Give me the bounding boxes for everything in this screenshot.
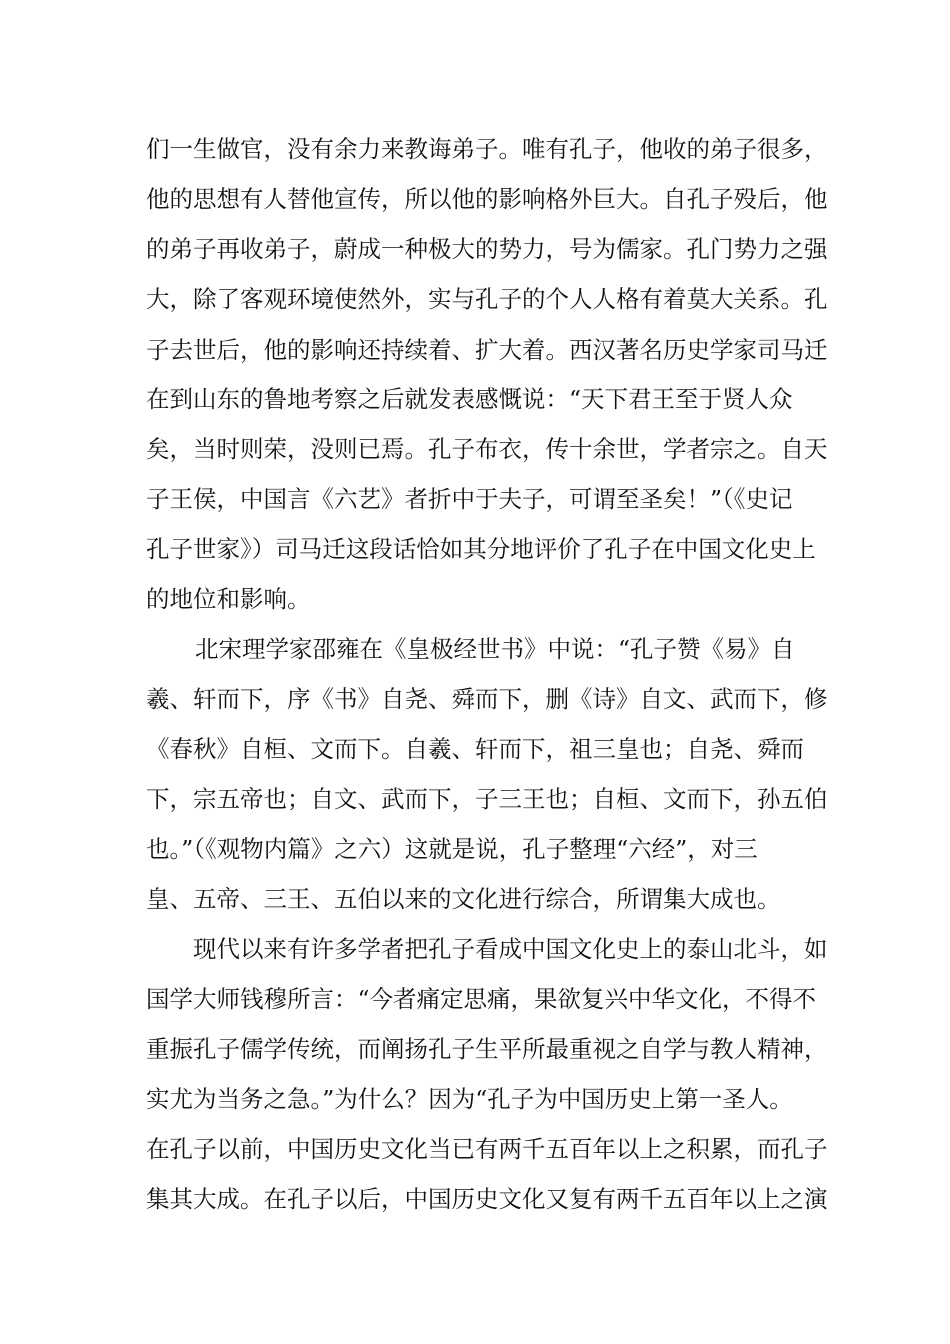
text-line-5: 子去世后，他的影响还持续着、扩大着。西汉著名历史学家司马迁: [146, 336, 828, 364]
text-line-11: 北宋理学家邵雍在《皇极经世书》中说：“孔子赞《易》自: [195, 635, 795, 663]
text-line-14: 下，宗五帝也；自文、武而下，子三王也；自桓、文而下，孙五伯: [146, 785, 828, 813]
text-line-8: 子王侯，中国言《六艺》者折中于夫子，可谓至圣矣！”（《史记: [146, 485, 793, 513]
text-line-7: 矣，当时则荣，没则已焉。孔子布衣，传十余世，学者宗之。自天: [146, 435, 828, 463]
text-line-13: 《春秋》自桓、文而下。自羲、轩而下，祖三皇也；自尧、舜而: [146, 735, 804, 763]
text-line-2: 他的思想有人替他宣传，所以他的影响格外巨大。自孔子殁后，他: [146, 185, 828, 213]
text-line-3: 的弟子再收弟子，蔚成一种极大的势力，号为儒家。孔门势力之强: [146, 235, 828, 263]
text-line-19: 重振孔子儒学传统，而阐扬孔子生平所最重视之自学与教人精神，: [146, 1035, 828, 1063]
text-line-9: 孔子世家》）司马迁这段话恰如其分地评价了孔子在中国文化史上: [146, 535, 816, 563]
text-line-15: 也。”（《观物内篇》之六）这就是说，孔子整理“六经”，对三: [146, 835, 758, 863]
text-line-6: 在到山东的鲁地考察之后就发表感慨说：“天下君王至于贤人众: [146, 385, 793, 413]
text-line-1: 们一生做官，没有余力来教诲弟子。唯有孔子，他收的弟子很多，: [146, 135, 828, 163]
text-line-12: 羲、轩而下，序《书》自尧、舜而下，删《诗》自文、武而下，修: [146, 685, 828, 713]
text-line-21: 在孔子以前，中国历史文化当已有两千五百年以上之积累，而孔子: [146, 1135, 828, 1163]
text-line-18: 国学大师钱穆所言：“今者痛定思痛，果欲复兴中华文化，不得不: [146, 985, 817, 1013]
text-line-16: 皇、五帝、三王、五伯以来的文化进行综合，所谓集大成也。: [146, 885, 781, 913]
text-line-22: 集其大成。在孔子以后，中国历史文化又复有两千五百年以上之演: [146, 1185, 828, 1213]
text-line-20: 实尤为当务之急。”为什么？因为“孔子为中国历史上第一圣人。: [146, 1085, 793, 1113]
text-line-4: 大，除了客观环境使然外，实与孔子的个人人格有着莫大关系。孔: [146, 285, 828, 313]
text-line-10: 的地位和影响。: [146, 585, 311, 613]
text-line-17: 现代以来有许多学者把孔子看成中国文化史上的泰山北斗，如: [193, 935, 828, 963]
